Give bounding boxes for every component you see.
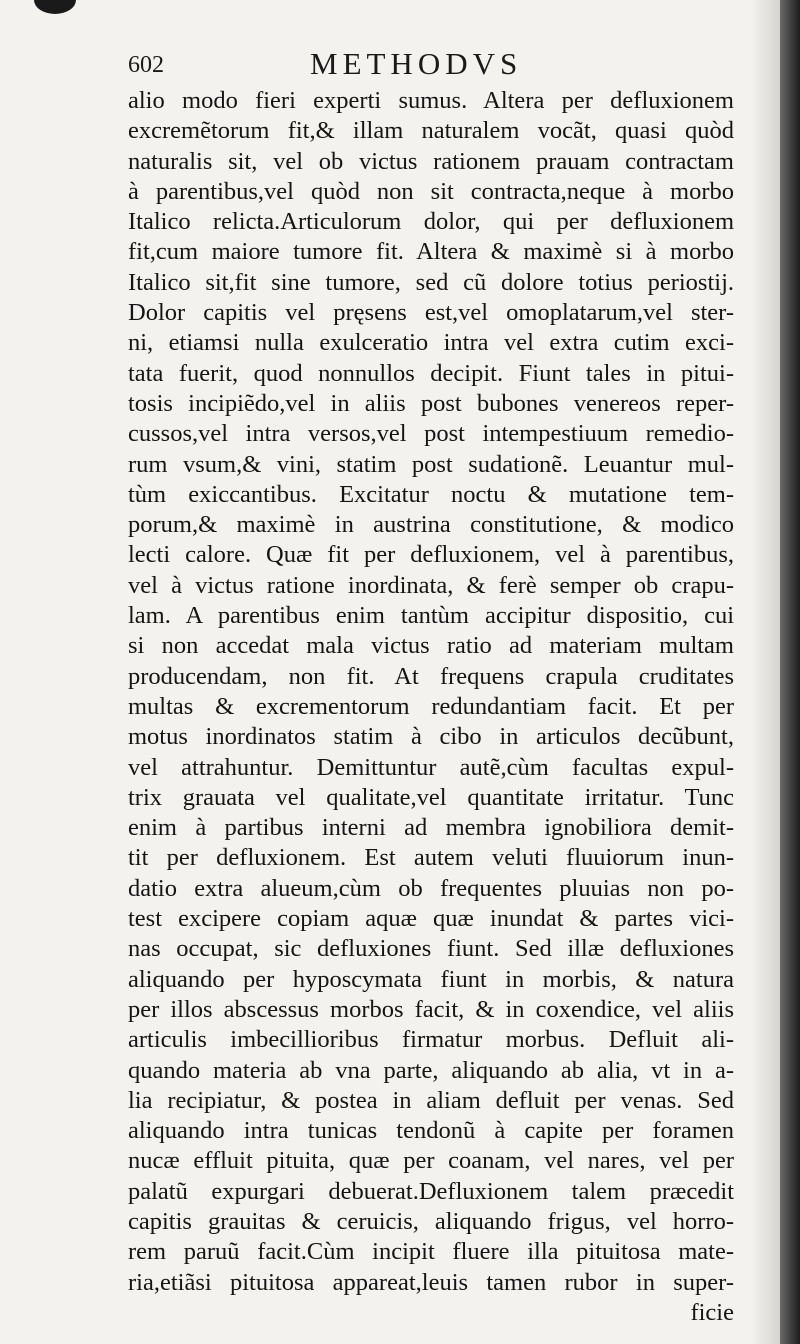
text-line: motus inordinatos statim à cibo in articulos decũbunt, xyxy=(128,723,734,751)
text-line: ria,etiãsi pituitosa appareat,leuis tamen rubor in super- xyxy=(128,1268,734,1296)
text-line: tosis incipiẽdo,vel in aliis post bubones venereos reper- xyxy=(128,389,734,417)
text-line: fit,cum maiore tumore fit. Altera & maximè si à morbo xyxy=(128,238,734,266)
text-line: tata fuerit, quod nonnullos decipit. Fiunt tales in pitui- xyxy=(128,359,734,387)
text-line: aliquando intra tunicas tendonũ à capite per foramen xyxy=(128,1117,734,1145)
body-text xyxy=(128,86,734,1328)
text-line: lia recipiatur, & postea in aliam defluit per venas. Sed xyxy=(128,1086,734,1114)
page-edge-shadow xyxy=(780,0,800,1344)
text-line: trix grauata vel qualitate,vel quantitate irritatur. Tunc xyxy=(128,783,734,811)
text-line: per illos abscessus morbos facit, & in coxendice, vel aliis xyxy=(128,995,734,1023)
running-head: METHODVS xyxy=(310,46,523,81)
page-number: 602 xyxy=(128,52,164,78)
text-line: rum vsum,& vini, statim post sudationẽ. Leuantur mul- xyxy=(128,450,734,478)
text-line: multas & excrementorum redundantiam facit. Et per xyxy=(128,692,734,720)
text-line: nucæ effluit pituita, quæ per coanam, vel nares, vel per xyxy=(128,1147,734,1175)
text-line: alio modo fieri experti sumus. Altera per defluxionem xyxy=(128,87,734,114)
page-header xyxy=(0,46,780,86)
text-line: lecti calore. Quæ fit per defluxionem, vel à parentibus, xyxy=(128,541,734,569)
catchword: ficie xyxy=(690,1298,734,1326)
text-line: lam. A parentibus enim tantùm accipitur dispositio, cui xyxy=(128,602,734,630)
text-line: datio extra alueum,cùm ob frequentes pluuias non po- xyxy=(128,874,734,902)
text-line: capitis grauitas & ceruicis, aliquando frigus, vel horro- xyxy=(128,1207,734,1235)
text-line: ni, etiamsi nulla exulceratio intra vel extra cutim exci- xyxy=(128,329,734,357)
text-line: palatũ expurgari debuerat.Defluxionem talem præcedit xyxy=(128,1177,734,1205)
text-line: naturalis sit, vel ob victus rationem prauam contractam xyxy=(128,147,734,175)
text-line: producendam, non fit. At frequens crapula cruditates xyxy=(128,662,734,690)
text-line: aliquando per hyposcymata fiunt in morbis, & natura xyxy=(128,965,734,993)
text-line: enim à partibus interni ad membra ignobiliora demit- xyxy=(128,814,734,842)
ink-blot xyxy=(34,0,76,14)
text-line: vel attrahuntur. Demittuntur autẽ,cùm facultas expul- xyxy=(128,753,734,781)
text-line: test excipere copiam aquæ quæ inundat & partes vici- xyxy=(128,905,734,933)
text-line: rem paruũ facit.Cùm incipit fluere illa pituitosa mate- xyxy=(128,1238,734,1266)
text-line: tùm exiccantibus. Excitatur noctu & mutatione tem- xyxy=(128,480,734,508)
text-line: Dolor capitis vel pręsens est,vel omoplatarum,vel ster- xyxy=(128,299,734,327)
text-line: si non accedat mala victus ratio ad materiam multam xyxy=(128,632,734,660)
text-line: à parentibus,vel quòd non sit contracta,neque à morbo xyxy=(128,177,734,205)
text-line: Italico relicta.Articulorum dolor, qui per defluxionem xyxy=(128,208,734,236)
text-line: Italico sit,fit sine tumore, sed cũ dolore totius periostij. xyxy=(128,268,734,296)
text-line: tit per defluxionem. Est autem veluti fluuiorum inun- xyxy=(128,844,734,872)
text-line: nas occupat, sic defluxiones fiunt. Sed illæ defluxiones xyxy=(128,935,734,963)
text-line: cussos,vel intra versos,vel post intempestiuum remedio- xyxy=(128,420,734,448)
text-line: quando materia ab vna parte, aliquando ab alia, vt in a- xyxy=(128,1056,734,1084)
text-line: vel à victus ratione inordinata, & ferè semper ob crapu- xyxy=(128,571,734,599)
text-line: excremẽtorum fit,& illam naturalem vocãt, quasi quòd xyxy=(128,117,734,145)
text-line: articulis imbecillioribus firmatur morbus. Defluit ali- xyxy=(128,1026,734,1054)
text-line: porum,& maximè in austrina constitutione, & modico xyxy=(128,511,734,539)
